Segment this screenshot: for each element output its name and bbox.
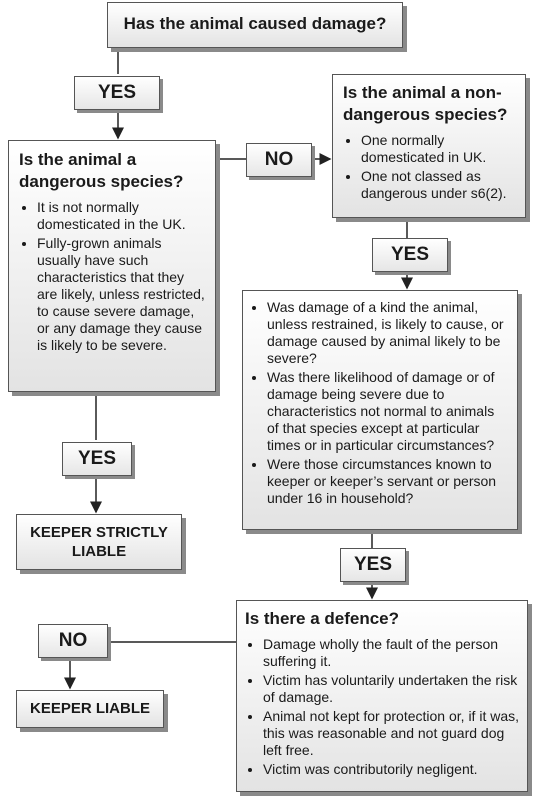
condition-point-1: • Was damage of a kind the animal, unless restrained, is likely to cause, or damage caused by animal likely to be severe? (267, 299, 509, 367)
defence-point-1: • Damage wholly the fault of the person suffering it. (263, 636, 519, 670)
dangerous-point-1: • It is not normally domesticated in the UK. (37, 199, 205, 233)
defence-title: Is there a defence? (245, 609, 400, 628)
yes-label-1: YES (74, 76, 160, 110)
defence-point-2: • Victim has voluntarily undertaken the risk of damage. (263, 672, 519, 706)
no-label-1: NO (246, 143, 312, 177)
no-label-2: NO (38, 624, 108, 658)
start-question-box (107, 2, 403, 48)
yes-label-2: YES (372, 238, 448, 272)
conditions-box (242, 290, 518, 530)
keeper-strictly-liable-box (16, 514, 182, 570)
defence-point-4: • Victim was contributorily negligent. (263, 761, 519, 778)
non-dangerous-point-2: • One not classed as dangerous under s6(2). (361, 168, 515, 202)
defence-list (245, 636, 519, 778)
defence-point-3: • Animal not kept for protection or, if it was, this was reasonable and not guard dog left free. (263, 708, 519, 759)
condition-point-2: • Was there likelihood of damage or of damage being severe due to characteristics not normal to animals of that species except at particular times or in particular circumstances? (267, 369, 509, 454)
keeper-liable-box (16, 690, 164, 728)
dangerous-species-box (8, 140, 216, 392)
non-dangerous-species-box (332, 74, 526, 218)
yes-label-4: YES (340, 548, 406, 582)
start-question: Has the animal caused damage? (123, 14, 387, 33)
keeper-strictly-liable-text: KEEPER STRICTLY LIABLE (30, 524, 168, 560)
non-dangerous-point-1: • One normally domesticated in UK. (361, 132, 515, 166)
condition-point-3: • Were those circumstances known to keeper or keeper’s servant or person under 16 in household? (267, 456, 509, 507)
non-dangerous-species-title: Is the animal a non-dangerous species? (343, 83, 508, 124)
yes-label-3: YES (62, 442, 132, 476)
defence-box (236, 600, 528, 792)
non-dangerous-species-list (343, 132, 515, 202)
dangerous-point-2: • Fully-grown animals usually have such characteristics that they are likely, unless restricted, to cause severe damage, or any damage they cause is likely to be severe. (37, 235, 205, 354)
conditions-list (249, 299, 509, 507)
keeper-liable-text: KEEPER LIABLE (29, 700, 150, 717)
dangerous-species-list (19, 199, 205, 354)
dangerous-species-title: Is the animal a dangerous species? (19, 150, 184, 191)
